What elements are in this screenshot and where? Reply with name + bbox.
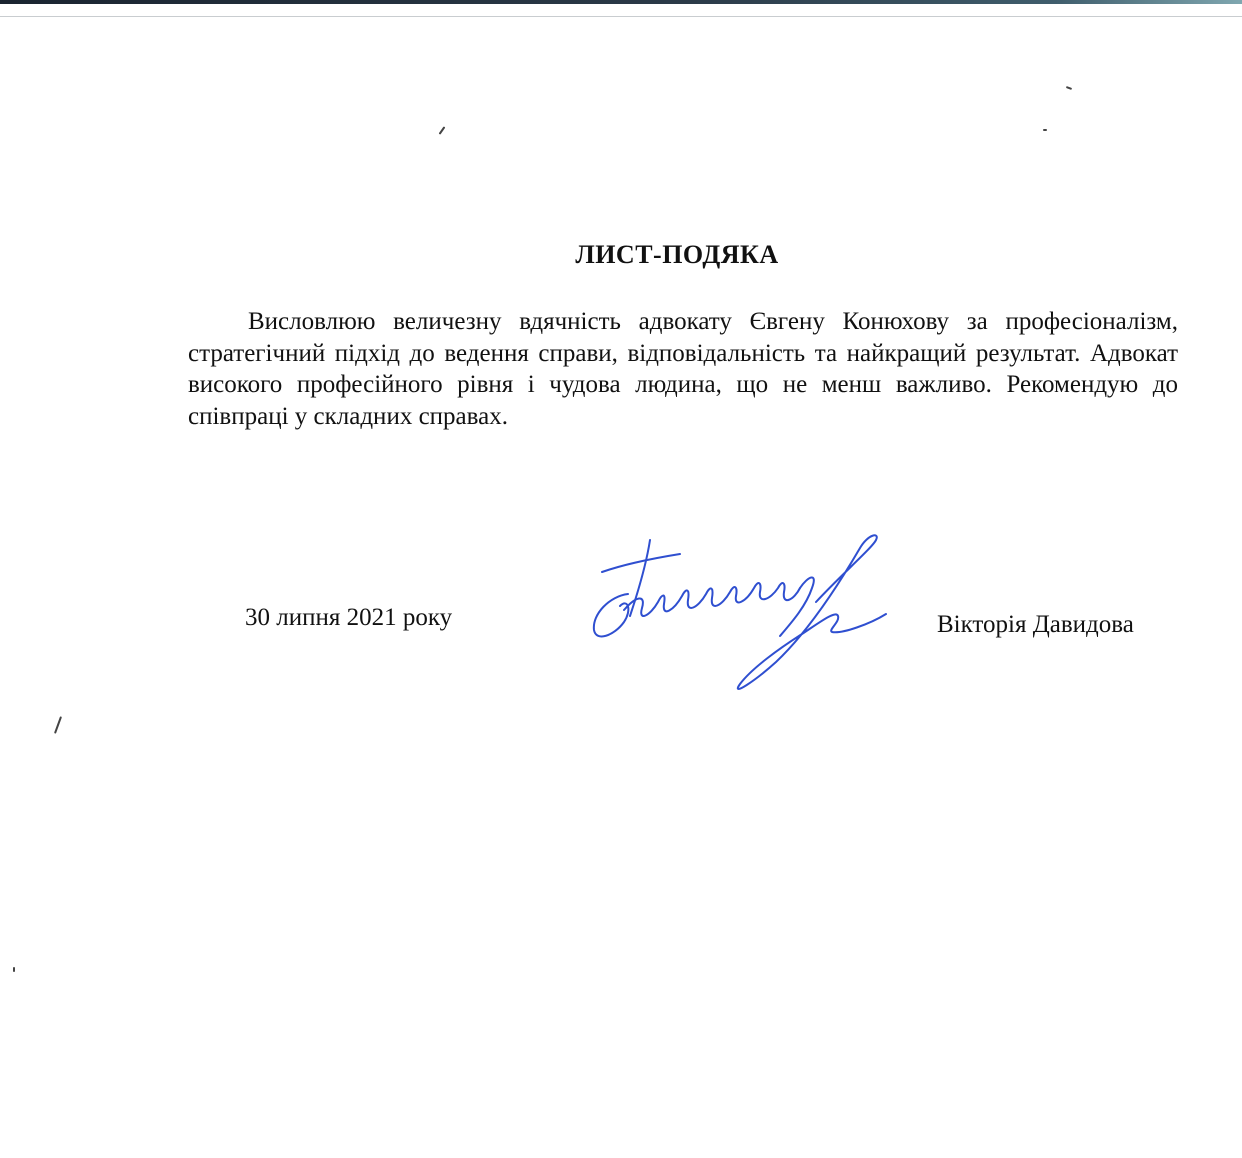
scan-top-edge <box>0 0 1242 4</box>
letter-body: Висловлюю величезну вдячність адвокату Євгену Конюхову за професіоналізм, стратегічний підхід до ведення справи, відповідальність та найкращий результат. Адвокат високого професійного рівня і чудова людина, що не менш важливо. Рекомендую до співпраці у складних справах. <box>188 308 1178 430</box>
scan-speck <box>54 716 62 734</box>
letter-date: 30 липня 2021 року <box>245 604 453 631</box>
scan-speck <box>1043 129 1047 131</box>
scan-speck <box>1066 86 1072 90</box>
scan-line <box>0 16 1242 17</box>
scan-speck <box>13 967 15 972</box>
scan-speck <box>439 126 446 135</box>
letter-signer: Вікторія Давидова <box>937 611 1134 638</box>
letter-title: ЛИСТ-ПОДЯКА <box>575 240 779 269</box>
signature-icon <box>580 530 900 700</box>
